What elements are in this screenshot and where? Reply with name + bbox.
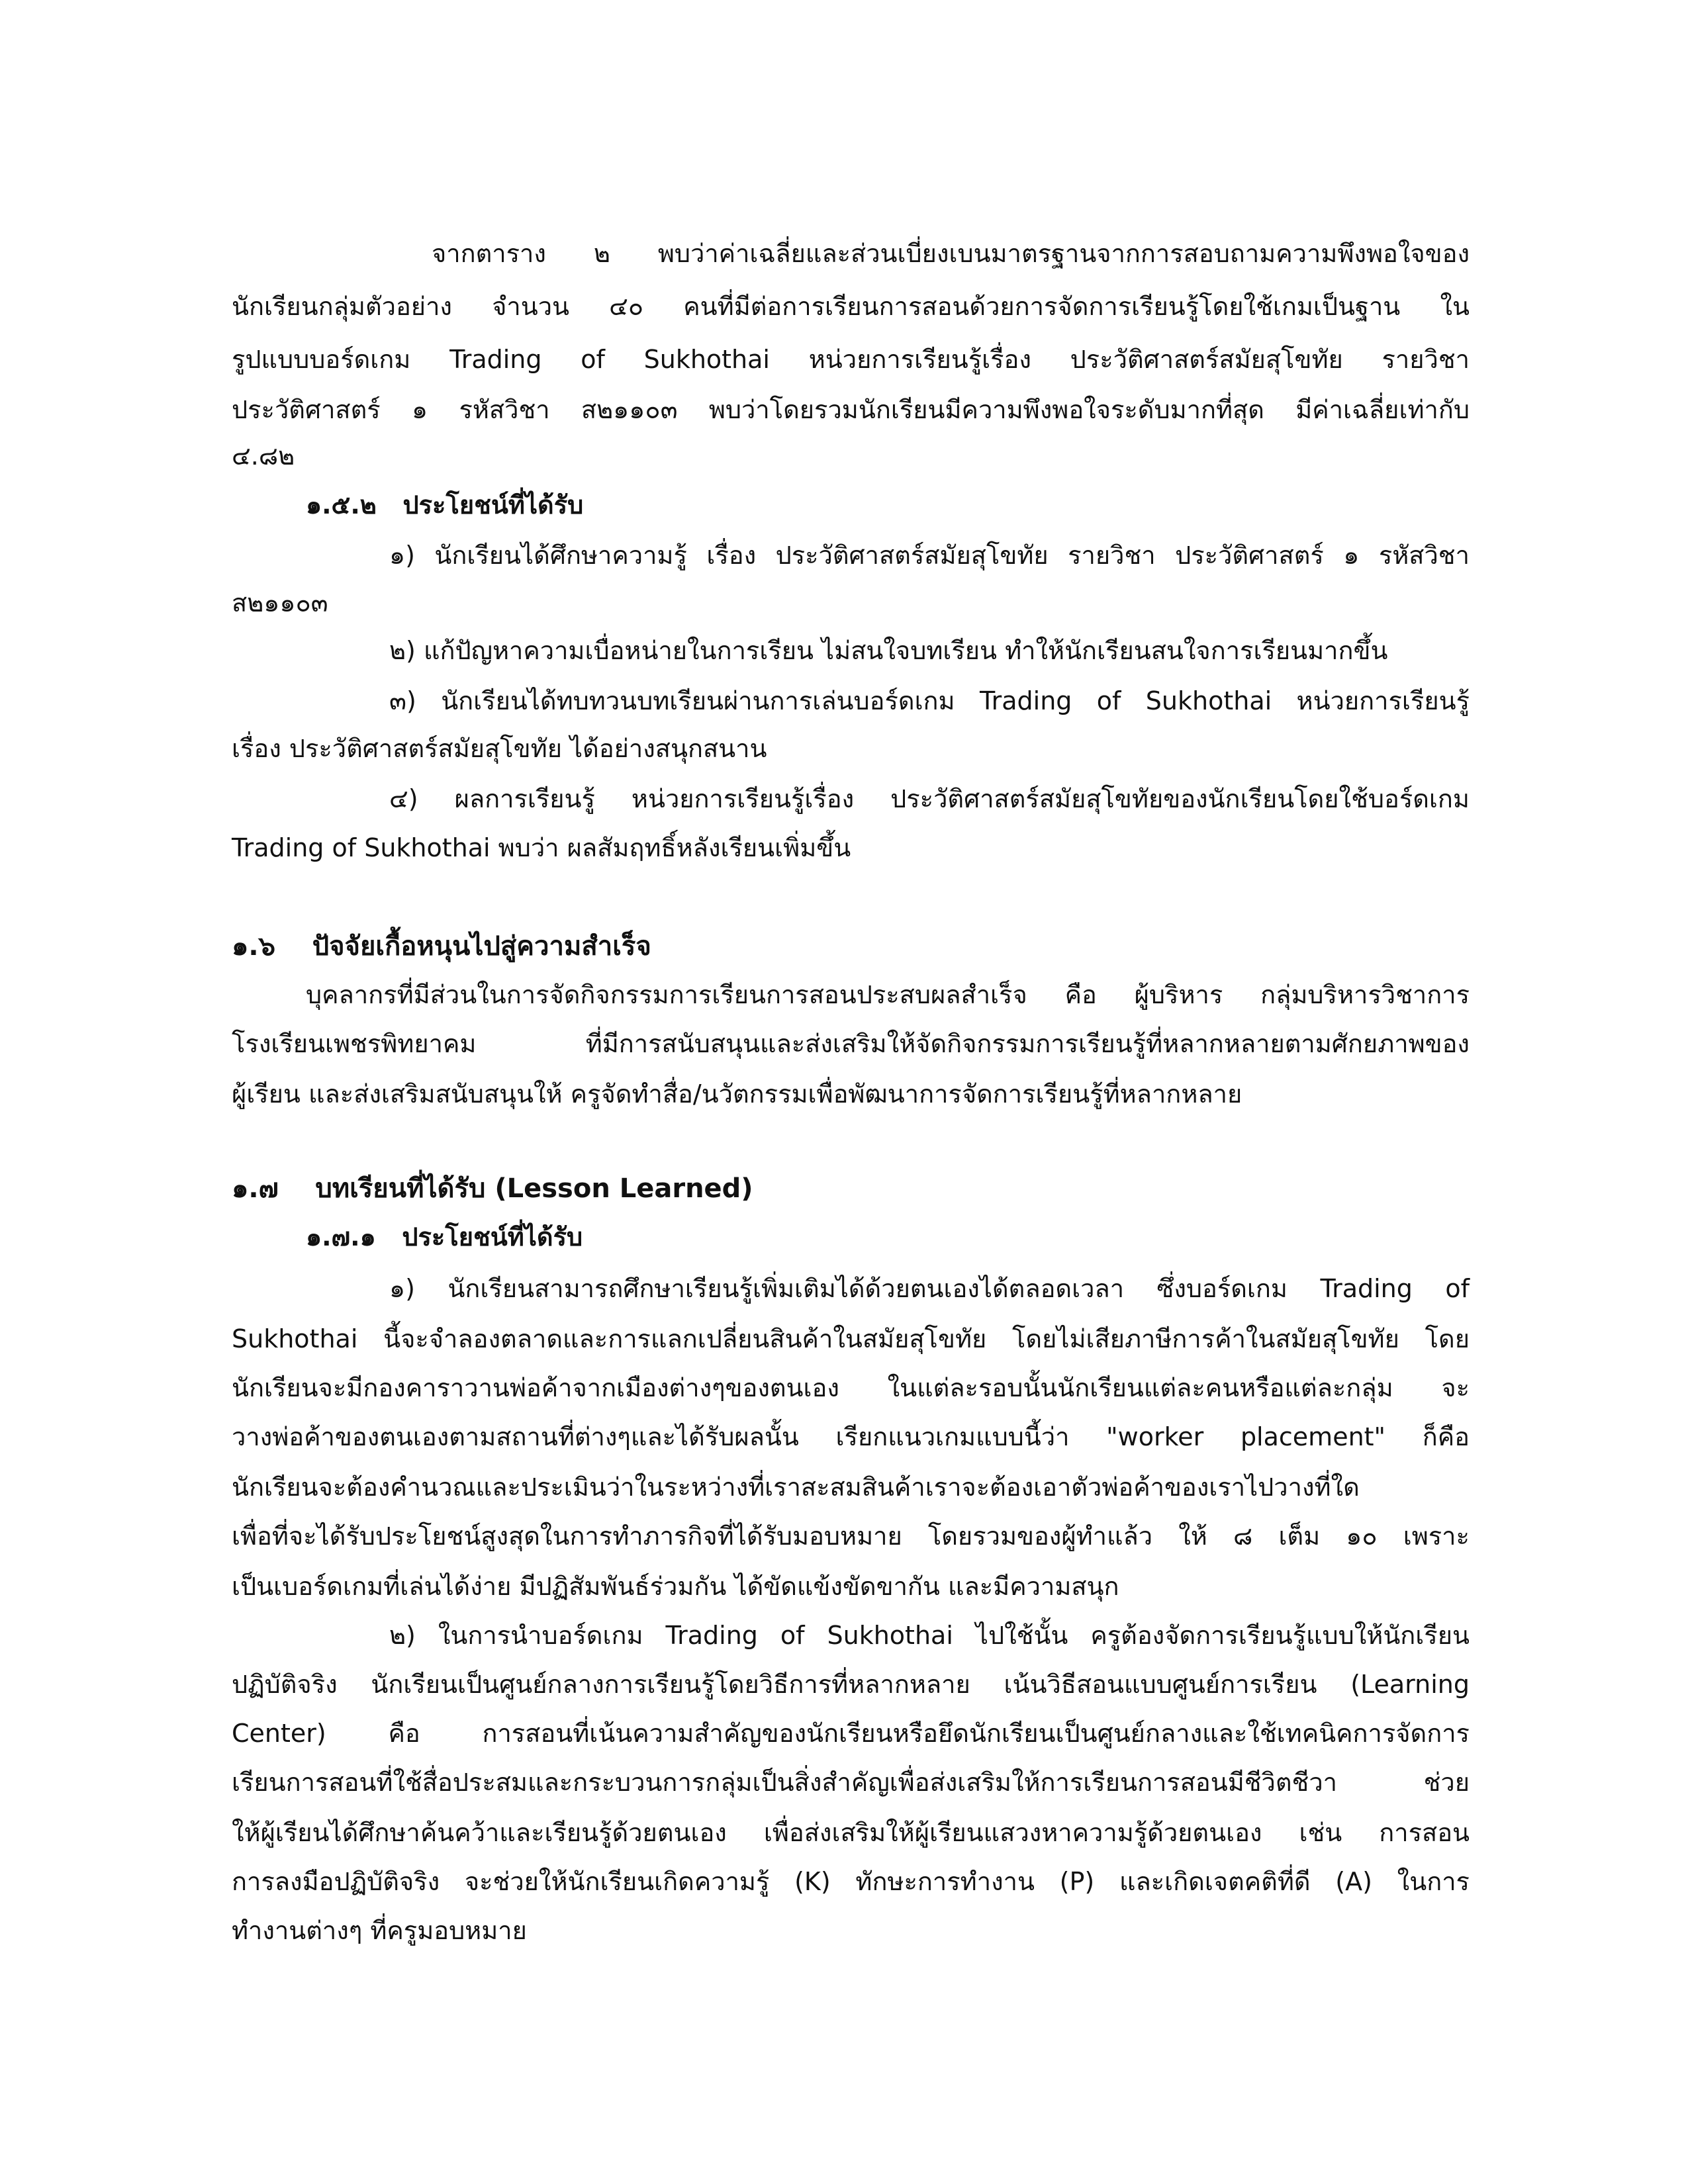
paragraph-line: จากตาราง ๒ พบว่าค่าเฉลี่ยและส่วนเบี่ยงเบนมาตรฐานจากการสอบถามความพึงพอใจของ — [432, 239, 1470, 268]
heading-title: ประโยชน์ที่ได้รับ — [402, 490, 584, 520]
paragraph-line: นักเรียนกลุ่มตัวอย่าง จำนวน ๔๐ คนที่มีต่อการเรียนการสอนด้วยการจัดการเรียนรู้โดยใช้เกมเป็นฐาน ใน — [232, 292, 1470, 321]
section-heading-1-7 — [232, 1175, 753, 1202]
paragraph-line: Sukhothai นี้จะจำลองตลาดและการแลกเปลี่ยนสินค้าในสมัยสุโขทัย โดยไม่เสียภาษีการค้าในสมัยสุโขทัย โดย — [232, 1324, 1470, 1353]
paragraph-line: การลงมือปฏิบัติจริง จะช่วยให้นักเรียนเกิดความรู้ (K) ทักษะการทำงาน (P) และเกิดเจตคติที่ดี (A) ในการ — [232, 1867, 1470, 1896]
section-heading-1-7-1 — [306, 1224, 583, 1250]
paragraph-line: นักเรียนจะต้องคำนวณและประเมินว่าในระหว่างที่เราสะสมสินค้าเราจะต้องเอาตัวพ่อค้าของเราไปวางที่ใด — [232, 1473, 1360, 1502]
paragraph-line: ผู้เรียน และส่งเสริมสนับสนุนให้ ครูจัดทำสื่อ/นวัตกรรมเพื่อพัฒนาการจัดการเรียนรู้ที่หลากหลาย — [232, 1079, 1243, 1109]
paragraph-line: ๑) นักเรียนสามารถศึกษาเรียนรู้เพิ่มเติมได้ด้วยตนเองได้ตลอดเวลา ซึ่งบอร์ดเกม Trading of — [389, 1274, 1470, 1303]
paragraph-line: โรงเรียนเพชรพิทยาคม ที่มีการสนับสนุนและส่งเสริมให้จัดกิจกรรมการเรียนรู้ที่หลากหลายตามศักยภาพของ — [232, 1029, 1470, 1058]
paragraph-line: เพื่อที่จะได้รับประโยชน์สูงสุดในการทำภารกิจที่ได้รับมอบหมาย โดยรวมของผู้ทำแล้ว ให้ ๘ เต็ม ๑๐ เพราะ — [232, 1522, 1470, 1551]
paragraph-line: เรียนการสอนที่ใช้สื่อประสมและกระบวนการกลุ่มเป็นสิ่งสำคัญเพื่อส่งเสริมให้การเรียนการสอนมีชีวิตชีวา ช่วย — [232, 1768, 1470, 1797]
list-item-continuation: ส๒๑๑๐๓ — [232, 588, 328, 617]
paragraph-line: ปฏิบัติจริง นักเรียนเป็นศูนย์กลางการเรียนรู้โดยวิธีการที่หลากหลาย เน้นวิธีสอนแบบศูนย์การเรียน (Learning — [232, 1670, 1470, 1699]
heading-title: บทเรียนที่ได้รับ (Lesson Learned) — [315, 1173, 753, 1204]
list-item: ๓) นักเรียนได้ทบทวนบทเรียนผ่านการเล่นบอร์ดเกม Trading of Sukhothai หน่วยการเรียนรู้ — [389, 686, 1470, 715]
list-item: ๒) แก้ปัญหาความเบื่อหน่ายในการเรียน ไม่สนใจบทเรียน ทำให้นักเรียนสนใจการเรียนมากขึ้น — [389, 636, 1388, 665]
paragraph-line: บุคลากรที่มีส่วนในการจัดกิจกรรมการเรียนการสอนประสบผลสำเร็จ คือ ผู้บริหาร กลุ่มบริหารวิชาการ — [306, 980, 1470, 1009]
heading-number: ๑.๖ — [232, 931, 275, 962]
paragraph-line: Center) คือ การสอนที่เน้นความสำคัญของนักเรียนหรือยึดนักเรียนเป็นศูนย์กลางและใช้เทคนิคการจัดการ — [232, 1719, 1470, 1748]
paragraph-line: ๔.๘๒ — [232, 441, 295, 471]
heading-title: ปัจจัยเกื้อหนุนไปสู่ความสำเร็จ — [312, 931, 651, 962]
paragraph-line: ประวัติศาสตร์ ๑ รหัสวิชา ส๒๑๑๐๓ พบว่าโดยรวมนักเรียนมีความพึงพอใจระดับมากที่สุด มีค่าเฉลี่ยเท่ากับ — [232, 395, 1470, 424]
heading-title: ประโยชน์ที่ได้รับ — [402, 1222, 583, 1251]
section-heading-1-5-2 — [306, 492, 583, 518]
list-item: ๑) นักเรียนได้ศึกษาความรู้ เรื่อง ประวัติศาสตร์สมัยสุโขทัย รายวิชา ประวัติศาสตร์ ๑ รหัสวิชา — [389, 541, 1470, 570]
paragraph-line: วางพ่อค้าของตนเองตามสถานที่ต่างๆและได้รับผลนั้น เรียกแนวเกมแบบนี้ว่า "worker placement" ก็คือ — [232, 1422, 1470, 1451]
heading-number: ๑.๗.๑ — [306, 1222, 376, 1251]
heading-number: ๑.๕.๒ — [306, 490, 377, 520]
list-item-continuation: เรื่อง ประวัติศาสตร์สมัยสุโขทัย ได้อย่างสนุกสนาน — [232, 734, 767, 763]
paragraph-line: นักเรียนจะมีกองคาราวานพ่อค้าจากเมืองต่างๆของตนเอง ในแต่ละรอบนั้นนักเรียนแต่ละคนหรือแต่ละกลุ่ม จะ — [232, 1373, 1470, 1402]
heading-number: ๑.๗ — [232, 1173, 279, 1204]
paragraph-line: ทำงานต่างๆ ที่ครูมอบหมาย — [232, 1916, 527, 1945]
paragraph-line: รูปแบบบอร์ดเกม Trading of Sukhothai หน่วยการเรียนรู้เรื่อง ประวัติศาสตร์สมัยสุโขทัย รายวิชา — [232, 345, 1470, 374]
list-item-continuation: Trading of Sukhothai พบว่า ผลสัมฤทธิ์หลังเรียนเพิ่มขึ้น — [232, 833, 851, 862]
list-item: ๔) ผลการเรียนรู้ หน่วยการเรียนรู้เรื่อง ประวัติศาสตร์สมัยสุโขทัยของนักเรียนโดยใช้บอร์ดเกม — [389, 784, 1470, 813]
paragraph-line: เป็นเบอร์ดเกมที่เล่นได้ง่าย มีปฏิสัมพันธ์ร่วมกัน ได้ขัดแข้งขัดขากัน และมีความสนุก — [232, 1572, 1119, 1601]
paragraph-line: ให้ผู้เรียนได้ศึกษาค้นคว้าและเรียนรู้ด้วยตนเอง เพื่อส่งเสริมให้ผู้เรียนแสวงหาความรู้ด้วยตนเอง เช่น การสอน — [232, 1818, 1470, 1847]
section-heading-1-6 — [232, 933, 651, 960]
paragraph-line: ๒) ในการนำบอร์ดเกม Trading of Sukhothai ไปใช้นั้น ครูต้องจัดการเรียนรู้แบบให้นักเรียน — [389, 1621, 1470, 1650]
